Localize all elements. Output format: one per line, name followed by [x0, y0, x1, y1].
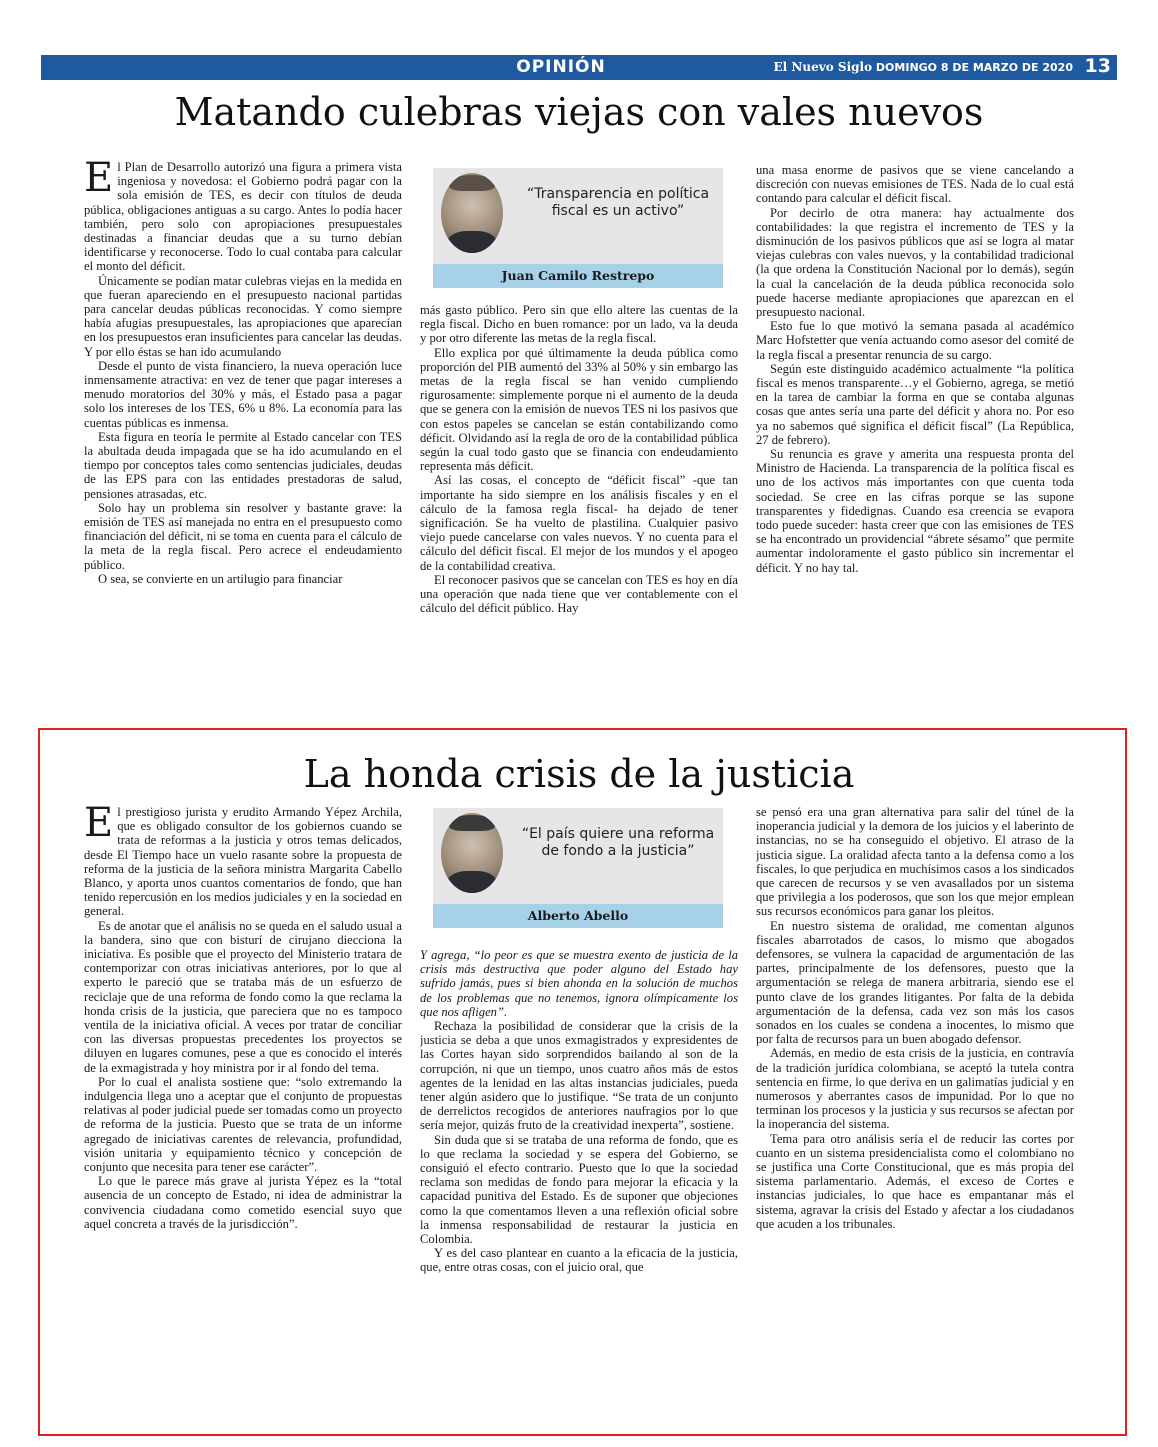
- paragraph: Rechaza la posibilidad de considerar que la crisis de la justicia se deba a que unos exmagistrados y expresidentes de las Cortes hayan sido sorprendidos bailando al son de la corrupción, ni que un tiempo, unos cuatro años más de estos agentes de la lenidad en las altas instancias judiciales, pueda tener algún asidero que lo justifique. “Se trata de un conjunto de derrelictos recogidos de anteriores naufragios por lo que sería mejor, quizás fruto de la creatividad inexperta”, sostiene.: [420, 1019, 738, 1133]
- article-2-title: La honda crisis de la justicia: [303, 752, 855, 796]
- paragraph: más gasto público. Pero sin que ello altere las cuentas de la regla fiscal. Dicho en buen romance: por un lado, va la deuda y por otro diferente las metas de la regla fiscal.: [420, 303, 738, 346]
- article-2-column-1: [84, 805, 402, 1390]
- author-photo: [441, 813, 503, 893]
- paragraph: Esta figura en teoría le permite al Estado cancelar con TES la abultada deuda impagada que se ha ido acumulando en el tiempo por conceptos tales como sentencias judiciales, deudas de las EPS para con las entidades prestadoras de salud, pensiones atrasadas, etc.: [84, 429, 402, 501]
- paragraph: Su renuncia es grave y amerita una respuesta pronta del Ministro de Hacienda. La transparencia de la política fiscal es uno de los activos más importantes con que cuenta toda sociedad. Se cree en las cifras porque se las supone transparentes y fidedignas. Cuando esa creencia se evapora todo puede suceder: hasta creer que con las emisiones de TES se ha encontrado un providencial “ábrete sésamo” que permite aumentar indoloramente el gasto público sin incrementar el déficit. Y no hay tal.: [756, 447, 1074, 575]
- paragraph: O sea, se convierte en un artilugio para financiar: [98, 571, 343, 586]
- paragraph: El prestigioso jurista y erudito Armando Yépez Archila, que es obligado consultor de los gobiernos cuando se trata de reformas a la justicia y otros temas delicados, desde El Tiempo hace un vuelo rasante sobre la propuesta de reforma de la justicia de la señora ministra Margarita Cabello Blanco, y aporta unos cuantos comentarios de fondo, que han tenido repercusión en los medios judiciales y en la sociedad en general.: [84, 805, 402, 919]
- newspaper-name: El Nuevo Siglo: [773, 60, 873, 74]
- author-photo: [441, 173, 503, 253]
- drop-cap: E: [84, 805, 114, 846]
- dateline: [774, 60, 1073, 74]
- paragraph: Lo que le parece más grave al jurista Yépez es la “total ausencia de un concepto de Estado, ni idea de administrar la convivencia ciudadana como cometido esencial suyo que aquel concreta a través de la jurisdicción”.: [84, 1174, 402, 1231]
- author-name: Juan Camilo Restrepo: [433, 264, 723, 288]
- author-box: [433, 808, 723, 928]
- author-box: [433, 168, 723, 288]
- paragraph: Sin duda que si se trataba de una reforma de fondo, que es lo que reclama la sociedad y se espera del Gobierno, se consiguió el efecto contrario. Puesto que lo que la sociedad reclama son medidas de fondo para mejorar la eficacia y la capacidad punitiva del Estado. Es de suponer que objeciones como la que comentamos lleven a una reflexión oficial sobre la inmensa responsabilidad de restaurar la justicia en Colombia.: [420, 1132, 738, 1247]
- pull-quote: “El país quiere una reforma de fondo a la justicia”: [521, 826, 715, 859]
- article-1-column-3: [756, 163, 1074, 715]
- paragraph: El reconocer pasivos que se cancelan con TES es hoy en día una operación que nada tiene que ver contablemente con el cálculo del déficit público. Hay: [420, 572, 738, 616]
- article-1-column-1: [84, 160, 402, 712]
- paragraph: Tema para otro análisis sería el de reducir las cortes por cuanto en un sistema presidencialista como el colombiano no se justifica una Corte Constitucional, que es más propia del sistema parlamentario. Además, el exceso de Cortes e instancias judiciales, lo que hace es empantanar más el sistema, agravar la crisis del Estado y afectar a los ciudadanos que acuden a los tribunales.: [756, 1131, 1074, 1231]
- paragraph: El Plan de Desarrollo autorizó una figura a primera vista ingeniosa y novedosa: el Gobierno podrá pagar con la sola emisión de TES, es decir con títulos de deuda pública, obligaciones antiguas a su cargo. Antes lo podía hacer también, pero solo con apropiaciones presupuestales destinadas a financiar deudas que a su turno debían identificarse y reconocerse. Todo lo cual contaba para calcular el monto del déficit.: [84, 160, 402, 274]
- drop-cap: E: [84, 160, 114, 201]
- paragraph: Esto fue lo que motivó la semana pasada al académico Marc Hofstetter que venía actuando como asesor del comité de la regla fiscal a presentar renuncia de su cargo.: [756, 319, 1074, 362]
- paragraph: Además, en medio de esta crisis de la justicia, en contravía de la tradición jurídica colombiana, se aceptó la tutela contra sentencia en firme, lo que deriva en un galimatías judicial y en numerosos y aberrantes casos de impunidad. Por lo que no terminan los procesos y la justicia y sus recursos se afectan por la inoperancia del sistema.: [756, 1046, 1074, 1132]
- paragraph: Desde el punto de vista financiero, la nueva operación luce inmensamente atractiva: en vez de tener que pagar intereses a menudo moratorios del 30% y más, el Estado pasa a pagar solo los intereses de los TES, 6% u 8%. La economía para las cuentas públicas es inmensa.: [84, 358, 402, 430]
- section-label: OPINIÓN: [516, 57, 606, 77]
- paragraph: una masa enorme de pasivos que se viene cancelando a discreción con nuevas emisiones de TES. Nada de lo cual está contando para calcular el déficit fiscal.: [756, 163, 1074, 206]
- paragraph: Según este distinguido académico actualmente “la política fiscal es menos transparente…y el Gobierno, agrega, se metió en la tarea de cambiar la forma en que se contaba algunas cosas que antes sería una parte del déficit y ahora no. Por eso ya no sabemos qué significa el déficit fiscal” (La República, 27 de febrero).: [756, 361, 1074, 447]
- paragraph: Por decirlo de otra manera: hay actualmente dos contabilidades: la que registra el incremento de TES y la disminución de los pasivos públicos que así se logra al matar viejas culebras con vales nuevos, y la contabilidad tradicional (la que ordena la Constitución Nacional por lo demás), según la cual la cancelación de la deuda pública reconocida solo puede hacerse mediante apropiaciones que aparezcan en el presupuesto nacional.: [756, 205, 1074, 320]
- pull-quote: “Transparencia en política fiscal es un activo”: [526, 186, 710, 219]
- paragraph: Únicamente se podían matar culebras viejas en la medida en que fueran apareciendo en el presupuesto nacional partidas para cancelar deudas públicas reconocidas. Y como siempre había afugias presupuestales, las apropiaciones que aparecían en los presupuestos eran insuficientes para cancelar las deudas. Y por ello éstas se han ido acumulando: [84, 273, 402, 359]
- paragraph: Y agrega, “lo peor es que se muestra exento de justicia de la crisis más destructiva que poder alguno del Estado hay sufrido jamás, pues si bien ahonda en la solución de muchos de los problemas que no tenemos, ignora olímpicamente los que nos afligen”.: [420, 948, 738, 1019]
- paragraph: Solo hay un problema sin resolver y bastante grave: la emisión de TES así manejada no entra en el presupuesto como financiación del déficit, ni se toma en cuenta para el cálculo de la meta de la regla fiscal. Pero acrece el endeudamiento público.: [84, 500, 402, 572]
- paragraph: Y es del caso plantear en cuanto a la eficacia de la justicia, que, entre otras cosas, con el juicio oral, que: [420, 1246, 738, 1275]
- paragraph: se pensó era una gran alternativa para salir del túnel de la inoperancia judicial y la demora de los juicios y el laberinto de instancias, no se ha conseguido el objetivo. El atraso de la justicia sigue. La oralidad afecta tanto a la defensa como a los fiscales, lo que perjudica en muchísimos casos a los sindicados que carecen de recursos y se ven avasallados por un sistema que privilegia a los poderosos, que son los que mejor emplean sus recursos económicos para ganar los pleitos.: [756, 805, 1074, 919]
- author-name: Alberto Abello: [433, 904, 723, 928]
- article-1-column-2: [420, 303, 738, 712]
- publication-date: DOMINGO 8 DE MARZO DE 2020: [875, 61, 1073, 74]
- paragraph: Por lo cual el analista sostiene que: “solo extremando la indulgencia llega uno a aceptar que el conjunto de propuestas relativas al poder judicial puede ser tomadas como un proyecto de reforma de la justicia. Puesto que se trata de un informe agregado de iniciativas carentes de relevancia, profundidad, visión unitaria y equipamiento técnico y concepción de conjunto que necesita para tener ese carácter”.: [84, 1074, 402, 1175]
- paragraph: Ello explica por qué últimamente la deuda pública como proporción del PIB aumentó del 33% al 50% y sin embargo las metas de la regla fiscal se han venido cumpliendo rigurosamente: simplemente porque ni el aumento de la deuda que se genera con la emisión de nuevos TES ni los pasivos que con estos papeles se cancelan se están contabilizando como déficit. Olvidando así la regla de oro de la contabilidad pública según la cual todo gasto que se financia con endeudamiento representa más déficit.: [420, 345, 738, 474]
- page-header-bar: [41, 55, 1117, 80]
- article-2-column-2: [420, 948, 738, 1390]
- article-1-title: Matando culebras viejas con vales nuevos: [174, 90, 984, 134]
- article-2-column-3: [756, 805, 1074, 1390]
- paragraph: En nuestro sistema de oralidad, me comentan algunos fiscales abarrotados de casos, lo mismo que abogados defensores, se vulnera la capacidad de argumentación de las partes, principalmente de los defensores, puesto que la argumentación se relega de manera arbitraria, siendo ese el punto clave de los grandes litigantes. Por falta de la debida argumentación de la defensa, cada vez son más los casos sonados en los cuales se condena a inocentes, lo mismo que por falta de recursos para un buen abogado defensor.: [756, 918, 1074, 1047]
- page-number: 13: [1084, 55, 1111, 77]
- paragraph: Así las cosas, el concepto de “déficit fiscal” -que tan importante ha sido siempre en los análisis fiscales y en el cálculo de la famosa regla fiscal- ha dejado de tener significación. Se ha vuelto de plastilina. Cualquier pasivo viejo puede cancelarse con vales nuevos. Y no cuenta para el cálculo del déficit fiscal. El mejor de los mundos y el apogeo de la contabilidad creativa.: [420, 473, 738, 573]
- paragraph: Es de anotar que el análisis no se queda en el saludo usual a la bandera, sino que con bisturí de cirujano diecciona la iniciativa. Es posible que el proyecto del Ministerio tratara de contemporizar con otras iniciativas anteriores, por lo que al experto le pareció que se trataba más de un esfuerzo de reciclaje que de una reforma de fondo como la que reclama la honda crisis de la justicia, que pareciera que no es tampoco ventila de la iniciativa oficial. A veces por tratar de conciliar con las diversas propuestas precedentes los proyectos se diluyen en lugares comunes, pese a que es conocido el interés de la exmagistrada y hoy ministra por ir al fondo del tema.: [84, 918, 402, 1075]
